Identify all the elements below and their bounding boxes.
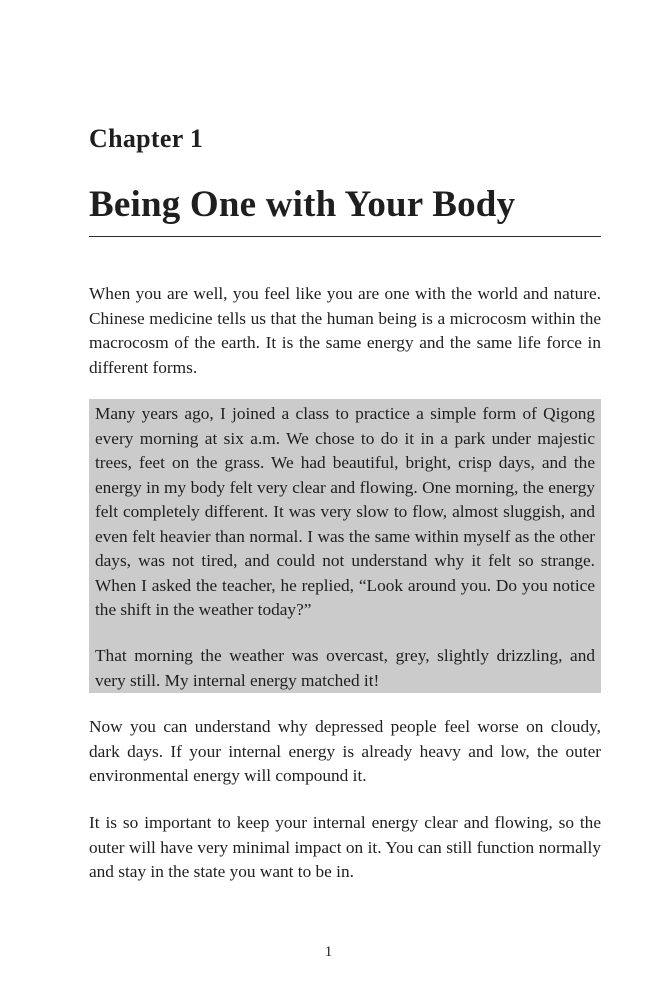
page-number: 1 [324,944,333,960]
body-paragraph-2: Now you can understand why depressed people feel worse on cloudy, dark days. If your internal energy is already heavy and low, the outer environmental energy will compound it. [89,717,601,785]
body-paragraph-3: It is so important to keep your internal energy clear and flowing, so the outer will have very minimal impact on it. You can still function normally and stay in the state you want to be in. [89,813,601,881]
chapter-label: Chapter 1 [89,124,204,153]
body-paragraph-1: When you are well, you feel like you are one with the world and nature. Chinese medicine tells us that the human being is a microcosm within the macrocosm of the earth. It is the same energy and the same life force in different forms. [89,284,601,377]
title-divider [89,236,601,237]
sidebar-paragraph-2: That morning the weather was overcast, grey, slightly drizzling, and very still. My internal energy matched it! [95,646,595,690]
chapter-title: Being One with Your Body [89,184,516,225]
sidebar-paragraph-1: Many years ago, I joined a class to practice a simple form of Qigong every morning at six a.m. We chose to do it in a park under majestic trees, feet on the grass. We had beautiful, bright, crisp days, and the energy in my body felt very clear and flowing. One morning, the energy felt completely different. It was very slow to flow, almost sluggish, and even felt heavier than normal. I was the same within myself as the other days, was not tired, and could not understand why it felt so strange. When I asked the teacher, he replied, “Look around you. Do you notice the shift in the weather today?” [95,404,595,619]
anecdote-sidebar [89,399,601,693]
